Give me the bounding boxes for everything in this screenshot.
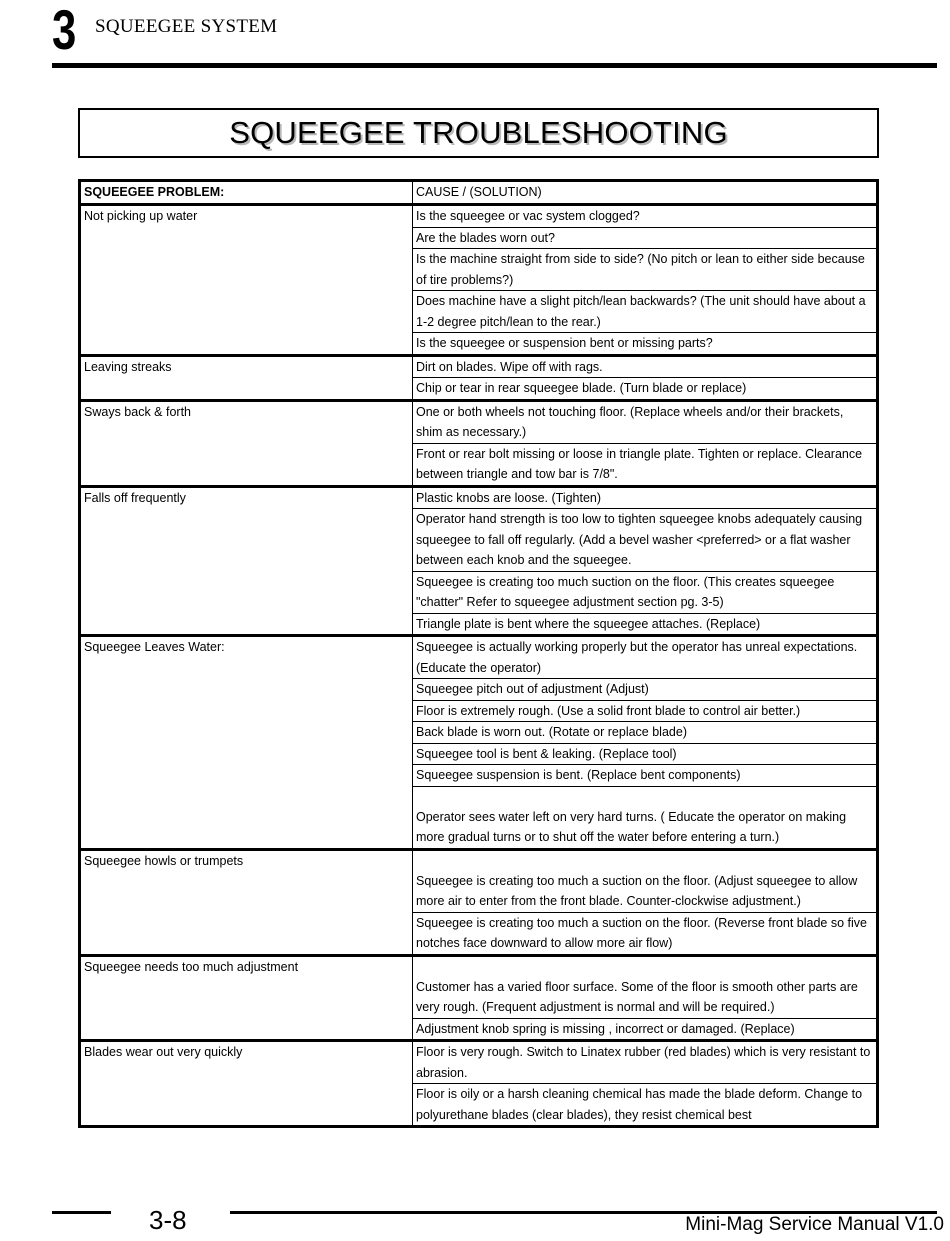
cause-cell: Customer has a varied floor surface. Some of the floor is smooth other parts are very rough. (Frequent adjustment is normal and will be required.) [413, 955, 878, 1018]
cause-cell: Adjustment knob spring is missing , incorrect or damaged. (Replace) [413, 1018, 878, 1041]
cause-cell: Is the machine straight from side to side? (No pitch or lean to either side because of tire problems?) [413, 249, 878, 291]
table-row [80, 849, 878, 912]
problem-cell: Squeegee Leaves Water: [80, 636, 413, 850]
cause-cell: Floor is very rough. Switch to Linatex rubber (red blades) which is very resistant to abrasion. [413, 1041, 878, 1084]
page-title: SQUEEGEE TROUBLESHOOTING [229, 115, 728, 150]
table-row [80, 400, 878, 443]
cause-cell: Does machine have a slight pitch/lean backwards? (The unit should have about a 1-2 degree pitch/lean to the rear.) [413, 291, 878, 333]
header-rule [52, 63, 937, 68]
cause-cell: Is the squeegee or vac system clogged? [413, 205, 878, 228]
cause-cell: Floor is extremely rough. (Use a solid front blade to control air better.) [413, 700, 878, 722]
cause-cell: Squeegee suspension is bent. (Replace bent components) [413, 765, 878, 787]
title-box [78, 108, 879, 158]
cause-cell: Front or rear bolt missing or loose in triangle plate. Tighten or replace. Clearance between triangle and tow bar is 7/8". [413, 443, 878, 486]
problem-cell: Blades wear out very quickly [80, 1041, 413, 1127]
footer-rule-left [52, 1211, 111, 1214]
manual-name: Mini-Mag Service Manual V1.0 [685, 1214, 944, 1235]
cause-cell: Squeegee is creating too much a suction on the floor. (Adjust squeegee to allow more air to enter from the front blade. Counter-clockwise adjustment.) [413, 849, 878, 912]
cause-cell: Floor is oily or a harsh cleaning chemical has made the blade deform. Change to polyurethane blades (clear blades), they resist chemical best [416, 1087, 863, 1122]
cause-cell: Plastic knobs are loose. (Tighten) [413, 486, 878, 509]
cause-cell: One or both wheels not touching floor. (Replace wheels and/or their brackets, shim as necessary.) [413, 400, 878, 443]
cause-cell: Back blade is worn out. (Rotate or replace blade) [413, 722, 878, 744]
chapter-title: SQUEEGEE SYSTEM [95, 16, 278, 37]
problem-column-header: SQUEEGEE PROBLEM: [80, 181, 413, 205]
problem-cell: Not picking up water [80, 205, 413, 356]
cause-cell: Are the blades worn out? [413, 227, 878, 249]
cause-column-header: CAUSE / (SOLUTION) [413, 181, 878, 205]
cause-cell: Squeegee is creating too much suction on the floor. (This creates squeegee "chatter" Refer to squeegee adjustment section pg. 3-5) [413, 571, 878, 613]
cause-cell: Squeegee is creating too much a suction on the floor. (Reverse front blade so five notches face downward to allow more air flow) [413, 912, 878, 955]
table-row [80, 636, 878, 679]
troubleshooting-table [78, 179, 879, 1128]
cause-cell: Chip or tear in rear squeegee blade. (Turn blade or replace) [413, 378, 878, 401]
problem-cell: Falls off frequently [80, 486, 413, 636]
problem-cell: Squeegee howls or trumpets [80, 849, 413, 955]
table-row [80, 355, 878, 378]
cause-cell: Operator sees water left on very hard turns. ( Educate the operator on making more gradual turns or to shut off the water before entering a turn.) [413, 786, 878, 849]
cause-cell: Squeegee tool is bent & leaking. (Replace tool) [413, 743, 878, 765]
cause-cell: Squeegee pitch out of adjustment (Adjust) [413, 679, 878, 701]
table-row [80, 1041, 878, 1084]
cause-cell: Is the squeegee or suspension bent or missing parts? [413, 333, 878, 356]
table-row [80, 205, 878, 228]
table-row [80, 955, 878, 1018]
cause-cell: Squeegee is actually working properly but the operator has unreal expectations. (Educate the operator) [413, 636, 878, 679]
cause-cell: Operator hand strength is too low to tighten squeegee knobs adequately causing squeegee to fall off regularly. (Add a bevel washer <preferred> or a flat washer between each knob and the squeegee. [413, 509, 878, 572]
problem-cell: Sways back & forth [80, 400, 413, 486]
table-header-row [80, 181, 878, 205]
problem-cell: Leaving streaks [80, 355, 413, 400]
cause-cell: Dirt on blades. Wipe off with rags. [413, 355, 878, 378]
cause-cell: Triangle plate is bent where the squeegee attaches. (Replace) [413, 613, 878, 636]
page-number: 3-8 [149, 1205, 187, 1235]
problem-cell: Squeegee needs too much adjustment [80, 955, 413, 1041]
table-row [80, 486, 878, 509]
chapter-number: 3 [52, 0, 77, 61]
